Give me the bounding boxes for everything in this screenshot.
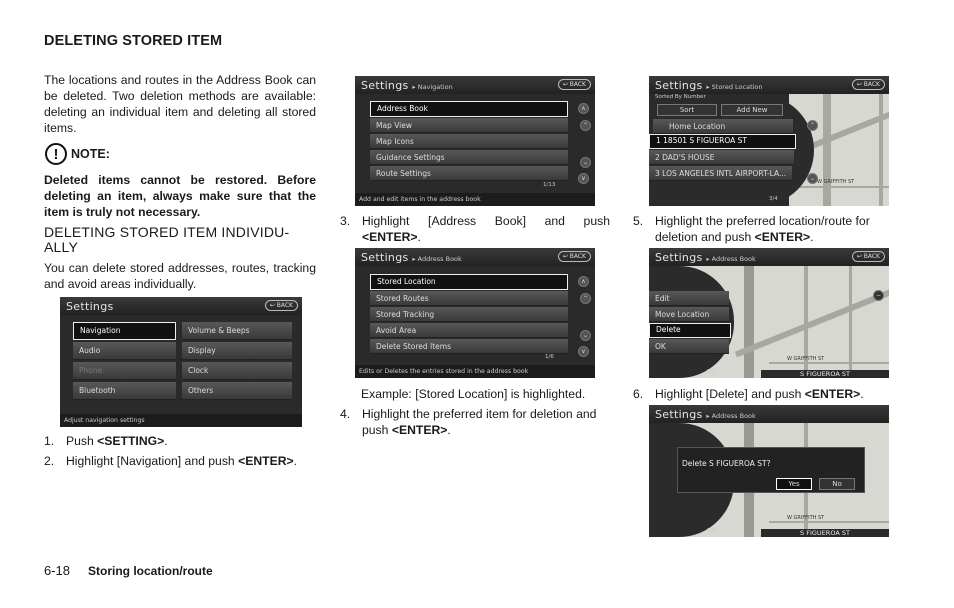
road [769,521,889,523]
step-punct: . [447,423,451,437]
page-indicator: 3/4 [707,369,716,375]
road [789,186,889,188]
road [769,362,889,364]
step-number: 2. [44,454,55,468]
step-6 [633,386,864,402]
street-name-bar: S FIGUEROA ST [761,370,889,378]
back-button[interactable]: ↩ BACK [852,79,885,90]
title-text: Settings [361,251,409,264]
page-number: 6-18 [44,563,71,578]
step-text: Highlight the preferred item for deletion and push [362,407,597,437]
road-label: W GRIFFITH ST [787,515,825,521]
step-punct: . [810,230,814,244]
screen-title [655,79,763,92]
note-header [45,143,110,165]
title-text: Settings [361,79,409,92]
breadcrumb: ▸ Stored Location [706,83,763,91]
key-name: <ENTER> [804,387,861,401]
menu-item-phone: Phone [73,362,176,380]
breadcrumb: ▸ Address Book [412,255,462,263]
step-5 [633,213,905,245]
list-item-guidance-settings[interactable]: Guidance Settings [370,150,568,165]
list-item-avoid-area[interactable]: Avoid Area [370,323,568,338]
step-punct: . [417,230,421,244]
back-button[interactable]: ↩ BACK [852,251,885,262]
key-name: <ENTER> [238,454,294,468]
confirm-dialog [677,447,865,493]
step-number: 1. [44,434,55,448]
step-text: Highlight [Address Book] and push [362,214,610,228]
road-label: W GRIFFITH ST [787,356,825,362]
step-2 [44,453,297,469]
scroll-down-icon[interactable]: ⌄ [807,173,818,184]
no-button[interactable]: No [819,478,855,490]
street-name-bar: S FIGUEROA ST [761,529,889,537]
breadcrumb: ▸ Address Book [706,412,756,420]
list-item-stored-3[interactable]: 3 LOS ANGELES INTL AIRPORT-LA... [649,166,792,181]
menu-item-display[interactable]: Display [182,342,292,360]
breadcrumb: ▸ Navigation [412,83,453,91]
title-text: Settings [655,251,703,264]
scroll-down-icon[interactable]: ⌄ [580,330,591,341]
dialog-message: Delete S FIGUEROA ST? [682,459,771,468]
breadcrumb: ▸ Address Book [706,255,756,263]
back-label: BACK [863,81,880,88]
menu-item-audio[interactable]: Audio [73,342,176,360]
road-label: W GRIFFITH ST [817,179,855,185]
step-text: Highlight the preferred location/route for deletion and push [655,214,870,244]
step-4 [340,406,612,438]
page-up-icon[interactable]: ∧ [578,276,589,287]
key-name: <SETTING> [97,434,165,448]
exclamation-icon: ! [45,143,67,165]
screen-address-book [355,248,595,378]
screen-stored-location [649,76,889,206]
menu-item-others[interactable]: Others [182,382,292,400]
screen-title [655,408,756,421]
menu-item-edit[interactable]: Edit [649,291,729,306]
page-indicator: 1/6 [545,354,554,360]
key-name: <ENTER> [362,230,418,244]
list-item-delete-stored-items[interactable]: Delete Stored Items [370,339,568,354]
step-punct: . [293,454,298,468]
intro-paragraph: The locations and routes in the Address Book can be deleted. Two deletion methods are available: deleting an individual item and deleting all stored items. [44,73,316,135]
status-bar: Add and edit items in the address book [355,193,595,206]
page-indicator: 1/13 [543,182,556,188]
sort-order-label: Sorted By Number [655,94,706,100]
note-label: NOTE: [71,147,110,161]
back-button[interactable]: ↩ BACK [265,300,298,311]
road [744,266,754,378]
menu-item-navigation[interactable]: Navigation [73,322,176,340]
page-indicator: 3/4 [707,528,716,534]
status-bar: Edits or Deletes the entries stored in the address book [355,365,595,378]
screen-title [361,251,462,264]
zoom-icon[interactable]: − [873,290,884,301]
title-text: Settings [655,408,703,421]
step-text: Push [66,434,98,448]
scroll-up-icon[interactable]: ⌃ [580,120,591,131]
screen-navigation-settings [355,76,595,206]
back-label: BACK [863,253,880,260]
step-3 [340,213,610,245]
example-caption: Example: [Stored Location] is highlighted. [361,387,586,401]
step-punct: . [860,387,864,401]
note-text: Deleted items cannot be restored. Before deleting an item, always make sure that the item is truly not necessary. [44,173,316,219]
step-text: Highlight [Navigation] and push [66,454,239,468]
road [879,94,883,206]
screen-location-options [649,248,889,378]
list-item-home-location[interactable]: Home Location [653,119,793,134]
list-item-map-view[interactable]: Map View [370,118,568,133]
step-number: 5. [633,214,644,228]
road [823,94,831,206]
page-down-icon[interactable]: ∨ [578,173,589,184]
menu-item-ok[interactable]: OK [649,339,729,354]
menu-item-volume-beeps[interactable]: Volume & Beeps [182,322,292,340]
sub-intro-paragraph: You can delete stored addresses, routes, tracking and avoid areas individually. [44,261,316,291]
page-up-icon[interactable]: ∧ [578,103,589,114]
list-item-stored-routes[interactable]: Stored Routes [370,291,568,306]
back-label: BACK [569,253,586,260]
add-new-button[interactable]: Add New [721,104,783,116]
status-bar: Adjust navigation settings [60,414,302,427]
screen-title [655,251,756,264]
subheading-line-2: ALLY [44,239,79,255]
list-item-stored-tracking[interactable]: Stored Tracking [370,307,568,322]
step-punct: . [164,434,168,448]
menu-item-delete[interactable]: Delete [649,323,731,338]
page-heading: DELETING STORED ITEM [44,33,223,49]
sort-button[interactable]: Sort [657,104,717,116]
screen-title: Settings [66,300,114,313]
subheading [44,225,316,255]
list-item-map-icons[interactable]: Map Icons [370,134,568,149]
menu-item-move-location[interactable]: Move Location [649,307,729,322]
scroll-up-icon[interactable]: ⌃ [580,293,591,304]
list-item-stored-location[interactable]: Stored Location [370,274,568,290]
section-title: Storing location/route [88,564,213,578]
list-item-address-book[interactable]: Address Book [370,101,568,117]
page-down-icon[interactable]: ∨ [578,346,589,357]
menu-item-clock[interactable]: Clock [182,362,292,380]
list-item-route-settings[interactable]: Route Settings [370,166,568,181]
back-button[interactable]: ↩ BACK [558,251,591,262]
road [735,281,889,358]
menu-item-bluetooth[interactable]: Bluetooth [73,382,176,400]
yes-button[interactable]: Yes [776,478,812,490]
page-indicator: 3/4 [769,196,778,202]
scroll-down-icon[interactable]: ⌄ [580,157,591,168]
step-text: Highlight [Delete] and push [655,387,805,401]
back-button[interactable]: ↩ BACK [558,79,591,90]
step-number: 6. [633,387,644,401]
key-name: <ENTER> [391,423,448,437]
list-item-stored-2[interactable]: 2 DAD'S HOUSE [649,150,794,165]
screen-title [361,79,453,92]
list-item-stored-1[interactable]: 1 18501 S FIGUEROA ST [649,134,796,149]
screen-settings-menu [60,297,302,427]
step-number: 3. [340,214,351,228]
scroll-up-icon[interactable]: ⌃ [807,120,818,131]
screen-delete-confirm [649,405,889,537]
step-1 [44,433,168,449]
title-text: Settings [655,79,703,92]
back-label: BACK [569,81,586,88]
subheading-line-1: DELETING STORED ITEM INDIVIDU- [44,224,290,240]
key-name: <ENTER> [754,230,811,244]
step-number: 4. [340,407,351,421]
back-label: BACK [276,302,293,309]
